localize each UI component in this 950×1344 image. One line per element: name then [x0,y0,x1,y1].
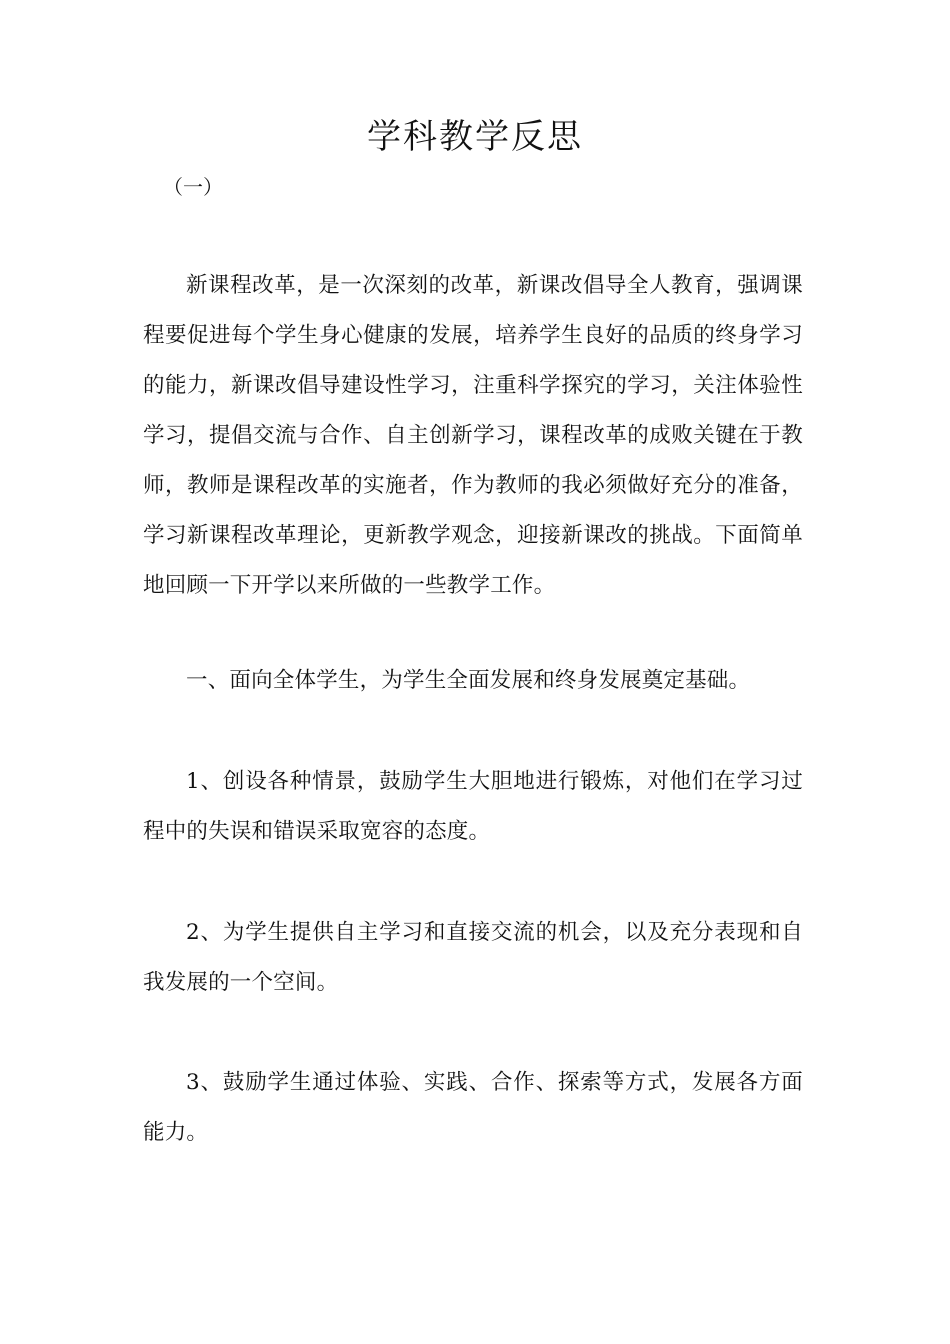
list-item-3: 3、鼓励学生通过体验、实践、合作、探索等方式，发展各方面能力。 [143,1070,803,1145]
list-item-1: 1、创设各种情景，鼓励学生大胆地进行锻炼，对他们在学习过程中的失误和错误采取宽容的态度。 [143,769,803,844]
section-heading-1: 一、面向全体学生，为学生全面发展和终身发展奠定基础。 [186,668,751,693]
list-item-2: 2、为学生提供自主学习和直接交流的机会，以及充分表现和自我发展的一个空间。 [143,920,803,995]
intro-paragraph: 新课程改革，是一次深刻的改革，新课改倡导全人教育，强调课程要促进每个学生身心健康的发展，培养学生良好的品质的终身学习的能力，新课改倡导建设性学习，注重科学探究的学习，关注体验性学习，提倡交流与合作、自主创新学习，课程改革的成败关键在于教师，教师是课程改革的实施者，作为教师的我必须做好充分的准备，学习新课程改革理论，更新教学观念，迎接新课改的挑战。下面简单地回顾一下开学以来所做的一些教学工作。 [143,273,803,598]
section-number: （一） [163,175,223,199]
document-title: 学科教学反思 [367,117,583,157]
